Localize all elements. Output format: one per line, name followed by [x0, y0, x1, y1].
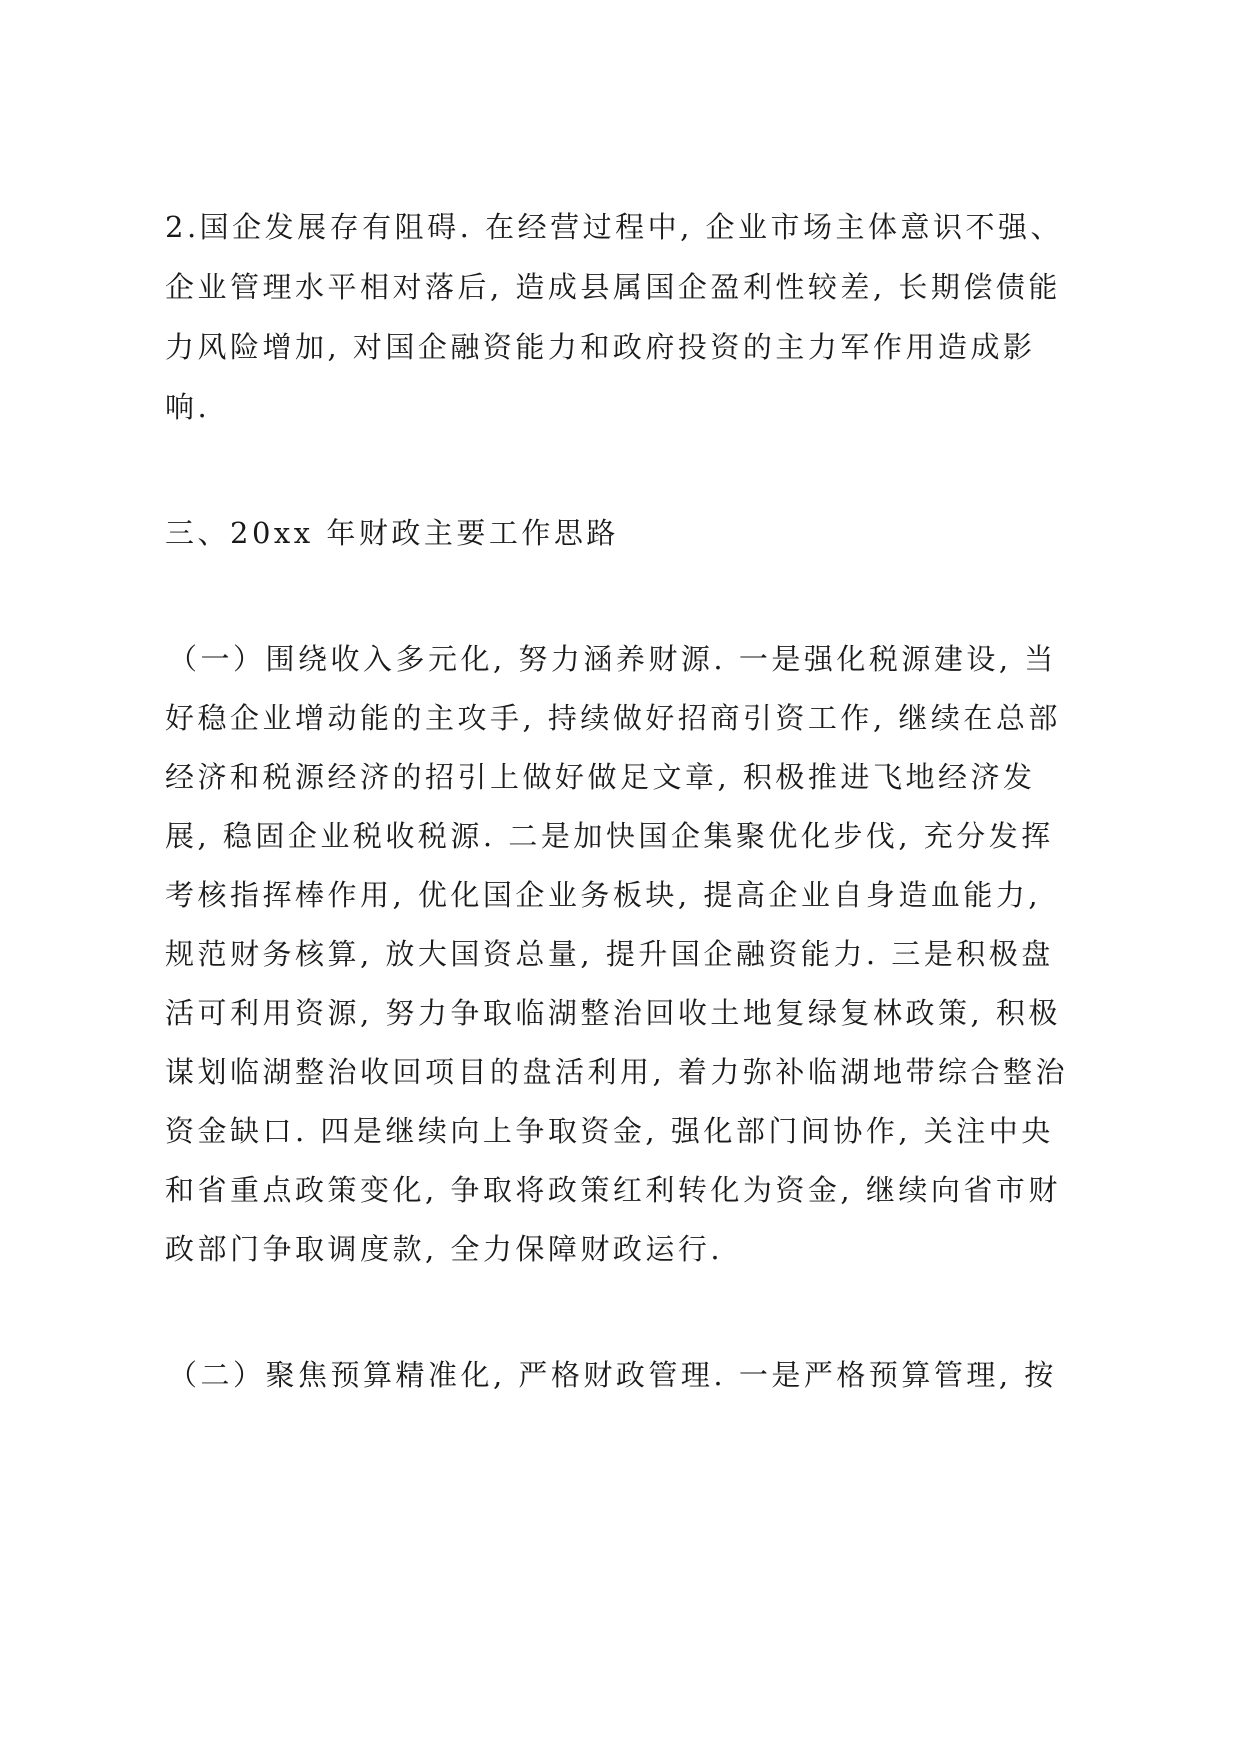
paragraph-line: 资金缺口. 四是继续向上争取资金, 强化部门间协作, 关注中央	[165, 1114, 1054, 1148]
paragraph-line: （二）聚焦预算精准化, 严格财政管理. 一是严格预算管理, 按	[168, 1358, 1057, 1392]
paragraph-line: 和省重点政策变化, 争取将政策红利转化为资金, 继续向省市财	[165, 1173, 1061, 1207]
paragraph-line: 展, 稳固企业税收税源. 二是加快国企集聚优化步伐, 充分发挥	[165, 819, 1054, 853]
paragraph-line: 响.	[165, 390, 211, 424]
paragraph-line: 力风险增加, 对国企融资能力和政府投资的主力军作用造成影	[165, 330, 1036, 364]
paragraph-line: 规范财务核算, 放大国资总量, 提升国企融资能力. 三是积极盘	[165, 937, 1054, 971]
paragraph-line: 2.国企发展存有阻碍. 在经营过程中, 企业市场主体意识不强、	[165, 210, 1064, 244]
paragraph-line: （一）围绕收入多元化, 努力涵养财源. 一是强化税源建设, 当	[168, 642, 1057, 676]
paragraph-line: 好稳企业增动能的主攻手, 持续做好招商引资工作, 继续在总部	[165, 701, 1061, 735]
paragraph-line: 经济和税源经济的招引上做好做足文章, 积极推进飞地经济发	[165, 760, 1036, 794]
paragraph-line: 活可利用资源, 努力争取临湖整治回收土地复绿复林政策, 积极	[165, 996, 1061, 1030]
paragraph-line: 企业管理水平相对落后, 造成县属国企盈利性较差, 长期偿债能	[165, 270, 1061, 304]
section-heading: 三、20xx 年财政主要工作思路	[165, 516, 619, 550]
paragraph-line: 政部门争取调度款, 全力保障财政运行.	[165, 1232, 724, 1266]
paragraph-line: 谋划临湖整治收回项目的盘活利用, 着力弥补临湖地带综合整治	[165, 1055, 1068, 1089]
paragraph-line: 考核指挥棒作用, 优化国企业务板块, 提高企业自身造血能力,	[165, 878, 1042, 912]
